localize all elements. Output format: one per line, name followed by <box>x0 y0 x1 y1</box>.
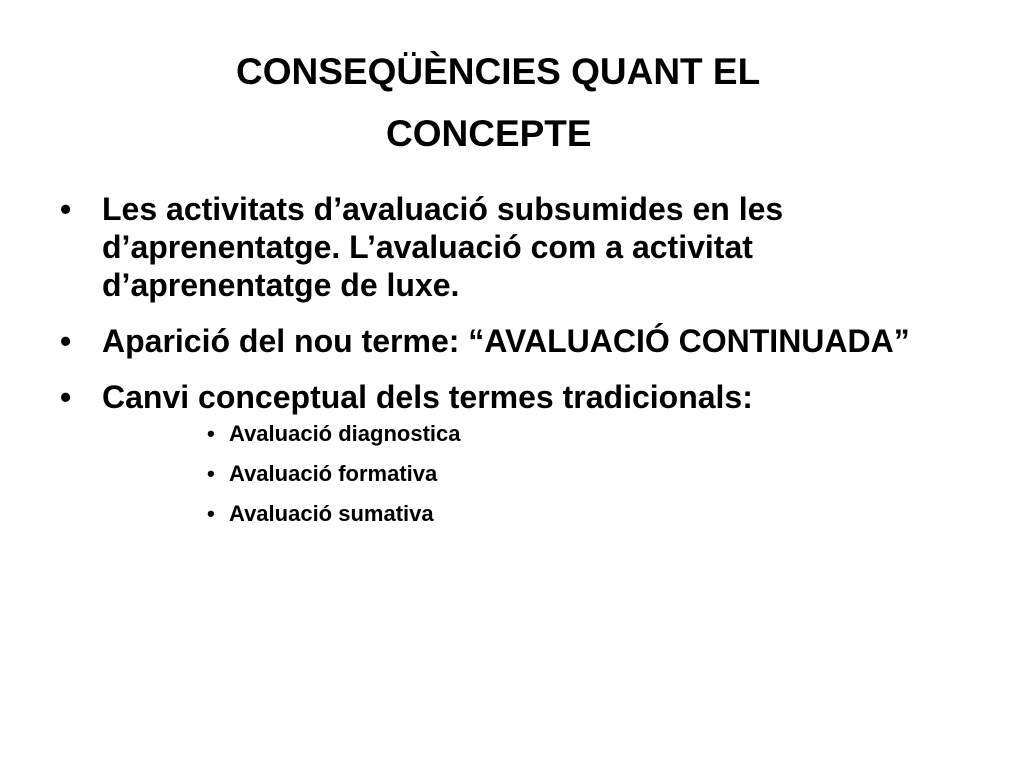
sub-bullet-text: Avaluació diagnostica <box>229 421 461 446</box>
bullet-list <box>60 190 980 546</box>
sub-bullet-item <box>207 460 980 488</box>
slide-title-line-2: CONCEPTE <box>386 113 592 154</box>
bullet-item <box>60 322 980 360</box>
bullet-item <box>60 190 980 304</box>
sub-bullet-marker: • <box>207 501 215 526</box>
sub-bullet-marker: • <box>207 461 215 486</box>
sub-bullet-item <box>207 420 980 448</box>
bullet-item <box>60 378 980 528</box>
bullet-marker: • <box>60 379 72 415</box>
slide-title-line-1: CONSEQÜÈNCIES QUANT EL <box>236 51 761 92</box>
bullet-marker: • <box>60 191 72 227</box>
sub-bullet-marker: • <box>207 421 215 446</box>
sub-bullet-list <box>102 420 980 528</box>
bullet-text: Les activitats d’avaluació subsumides en les d’aprenentatge. L’avaluació com a activitat d’aprenentatge de luxe. <box>102 191 784 303</box>
bullet-marker: • <box>60 323 72 359</box>
bullet-text: Canvi conceptual dels termes tradicionals: <box>102 379 753 415</box>
sub-bullet-text: Avaluació formativa <box>229 461 438 486</box>
sub-bullet-item <box>207 500 980 528</box>
sub-bullet-text: Avaluació sumativa <box>229 501 434 526</box>
bullet-text: Aparició del nou terme: “AVALUACIÓ CONTINUADA” <box>102 323 910 359</box>
